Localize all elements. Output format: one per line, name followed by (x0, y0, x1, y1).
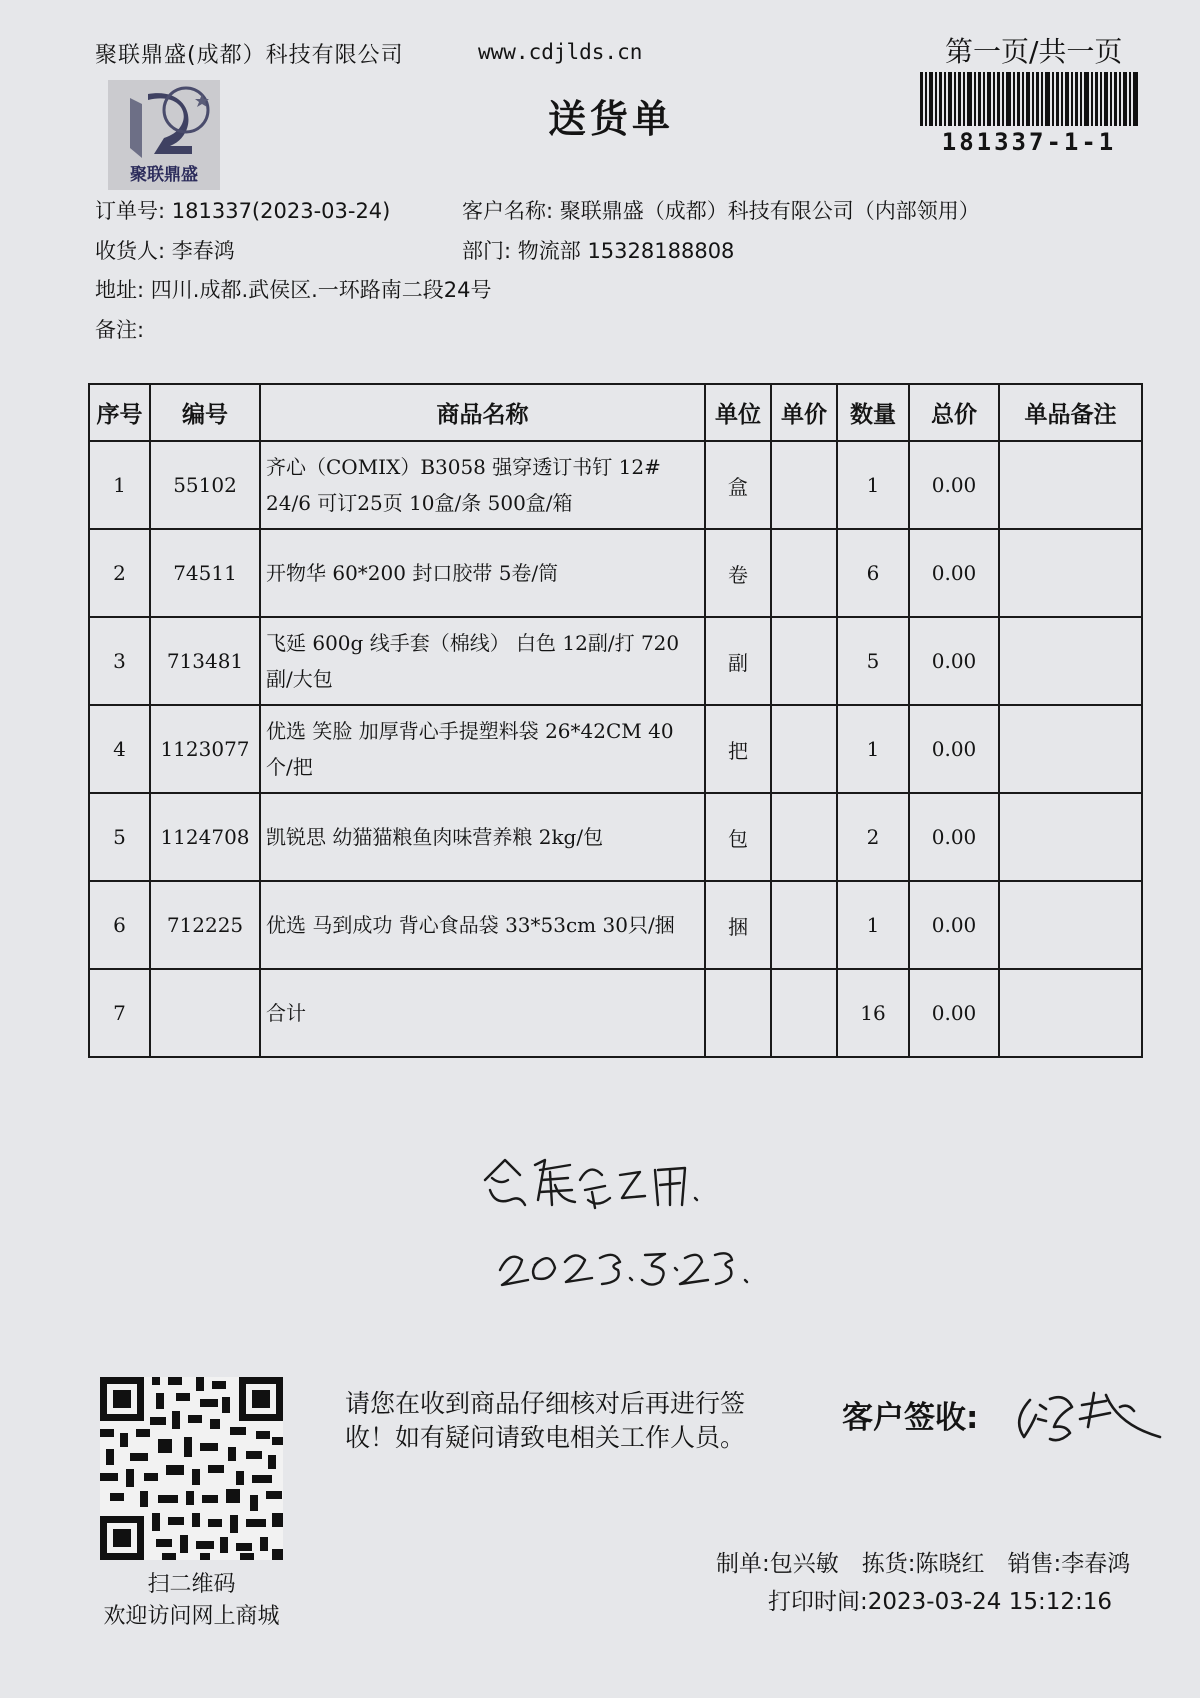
order-number-label: 订单号: (95, 199, 166, 223)
cell-unit: 盒 (705, 441, 771, 529)
cell-item-remark (999, 969, 1142, 1057)
cell-total: 0.00 (909, 881, 999, 969)
cell-item-remark (999, 705, 1142, 793)
cell-seq: 1 (89, 441, 150, 529)
cell-item-remark (999, 617, 1142, 705)
cell-item-remark (999, 441, 1142, 529)
department-label: 部门: (462, 239, 512, 263)
company-website: www.cdjlds.cn (478, 40, 643, 64)
address-label: 地址: (95, 278, 145, 302)
department-value: 物流部 15328188808 (517, 239, 735, 263)
company-name: 聚联鼎盛(成都）科技有限公司 (95, 43, 404, 68)
header-seq: 序号 (89, 384, 150, 441)
barcode-number: 181337-1-1 (941, 128, 1117, 156)
remark-label: 备注: (95, 318, 145, 342)
cell-price (771, 793, 837, 881)
cell-item-remark (999, 793, 1142, 881)
table-row (89, 881, 1142, 969)
cell-total-quantity: 16 (837, 969, 909, 1057)
cell-code: 1123077 (150, 705, 260, 793)
product-name-line: 副/大包 (266, 667, 333, 691)
table-row (89, 441, 1142, 529)
cell-quantity: 2 (837, 793, 909, 881)
cell-price (771, 969, 837, 1057)
cell-code: 55102 (150, 441, 260, 529)
table-row (89, 529, 1142, 617)
cell-total: 0.00 (909, 793, 999, 881)
cell-total: 0.00 (909, 529, 999, 617)
table-row (89, 793, 1142, 881)
total-label: 合计 (266, 1001, 306, 1025)
cell-seq: 7 (89, 969, 150, 1057)
cell-unit (705, 969, 771, 1057)
table-total-row (89, 969, 1142, 1057)
cell-unit: 把 (705, 705, 771, 793)
department (462, 235, 734, 265)
cell-product-name (260, 881, 705, 969)
barcode (920, 72, 1138, 126)
page-info: 第一页/共一页 (945, 35, 1123, 68)
order-number (95, 195, 390, 225)
customer-signature (1010, 1385, 1170, 1455)
receiver-value: 李春鸿 (171, 239, 235, 263)
header-price: 单价 (771, 384, 837, 441)
remark (95, 314, 144, 344)
cell-code: 713481 (150, 617, 260, 705)
cell-total-label (260, 969, 705, 1057)
cell-code: 1124708 (150, 793, 260, 881)
cell-total: 0.00 (909, 705, 999, 793)
address (95, 274, 492, 304)
cell-code (150, 969, 260, 1057)
table-row (89, 617, 1142, 705)
cell-price (771, 529, 837, 617)
header-item-remark: 单品备注 (999, 384, 1142, 441)
product-name-line: 个/把 (266, 755, 313, 779)
receiver-label: 收货人: (95, 239, 166, 263)
product-name-line: 24/6 可订25页 10盒/条 500盒/箱 (266, 491, 573, 515)
cell-unit: 捆 (705, 881, 771, 969)
company-logo-label: 聚联鼎盛 (130, 165, 198, 185)
cell-seq: 2 (89, 529, 150, 617)
cell-unit: 包 (705, 793, 771, 881)
cell-price (771, 617, 837, 705)
product-name-line: 飞延 600g 线手套（棉线） 白色 12副/打 720 (266, 631, 680, 655)
cell-item-remark (999, 529, 1142, 617)
header-product-name: 商品名称 (260, 384, 705, 441)
order-number-value: 181337(2023-03-24) (171, 199, 391, 223)
product-name-line: 齐心（COMIX）B3058 强穿透订书钉 12# (266, 455, 661, 479)
cell-quantity: 6 (837, 529, 909, 617)
product-name-line: 凯锐思 幼猫猫粮鱼肉味营养粮 2kg/包 (266, 825, 604, 849)
customer-name (462, 195, 980, 225)
cell-total: 0.00 (909, 441, 999, 529)
cell-seq: 5 (89, 793, 150, 881)
cell-price (771, 881, 837, 969)
handwritten-note (480, 1150, 780, 1330)
cell-unit: 卷 (705, 529, 771, 617)
cell-seq: 4 (89, 705, 150, 793)
cell-product-name (260, 617, 705, 705)
qr-code (100, 1377, 283, 1560)
address-value: 四川.成都.武侯区.一环路南二段24号 (150, 278, 492, 302)
product-name-line: 优选 笑脸 加厚背心手提塑料袋 26*42CM 40 (266, 719, 674, 743)
staff-info: 制单:包兴敏 拣货:陈晓红 销售:李春鸿 (716, 1551, 1131, 1577)
receiver (95, 235, 235, 265)
cell-price (771, 705, 837, 793)
cell-seq: 3 (89, 617, 150, 705)
customer-signature-label: 客户签收: (842, 1400, 979, 1436)
cell-product-name (260, 441, 705, 529)
cell-item-remark (999, 881, 1142, 969)
cell-quantity: 5 (837, 617, 909, 705)
cell-price (771, 441, 837, 529)
header-code: 编号 (150, 384, 260, 441)
cell-quantity: 1 (837, 705, 909, 793)
cell-quantity: 1 (837, 881, 909, 969)
customer-name-label: 客户名称: (462, 199, 554, 223)
qr-caption-line1: 扫二维码 (147, 1572, 236, 1597)
document-title: 送货单 (548, 97, 675, 141)
cell-code: 712225 (150, 881, 260, 969)
customer-name-value: 聚联鼎盛（成都）科技有限公司（内部领用） (559, 199, 980, 223)
cell-seq: 6 (89, 881, 150, 969)
cell-product-name (260, 705, 705, 793)
print-time: 打印时间:2023-03-24 15:12:16 (768, 1589, 1113, 1615)
table-row (89, 705, 1142, 793)
header-unit: 单位 (705, 384, 771, 441)
cell-total: 0.00 (909, 617, 999, 705)
items-table (88, 383, 1143, 1058)
cell-product-name (260, 529, 705, 617)
cell-code: 74511 (150, 529, 260, 617)
qr-caption-line2: 欢迎访问网上商城 (103, 1604, 280, 1629)
header-total: 总价 (909, 384, 999, 441)
product-name-line: 优选 马到成功 背心食品袋 33*53cm 30只/捆 (266, 913, 675, 937)
receipt-notice: 请您在收到商品仔细核对后再进行签收！如有疑问请致电相关工作人员。 (345, 1389, 746, 1452)
cell-unit: 副 (705, 617, 771, 705)
table-header-row (89, 384, 1142, 441)
header-quantity: 数量 (837, 384, 909, 441)
cell-grand-total: 0.00 (909, 969, 999, 1057)
cell-quantity: 1 (837, 441, 909, 529)
cell-product-name (260, 793, 705, 881)
product-name-line: 开物华 60*200 封口胶带 5卷/筒 (266, 561, 559, 585)
